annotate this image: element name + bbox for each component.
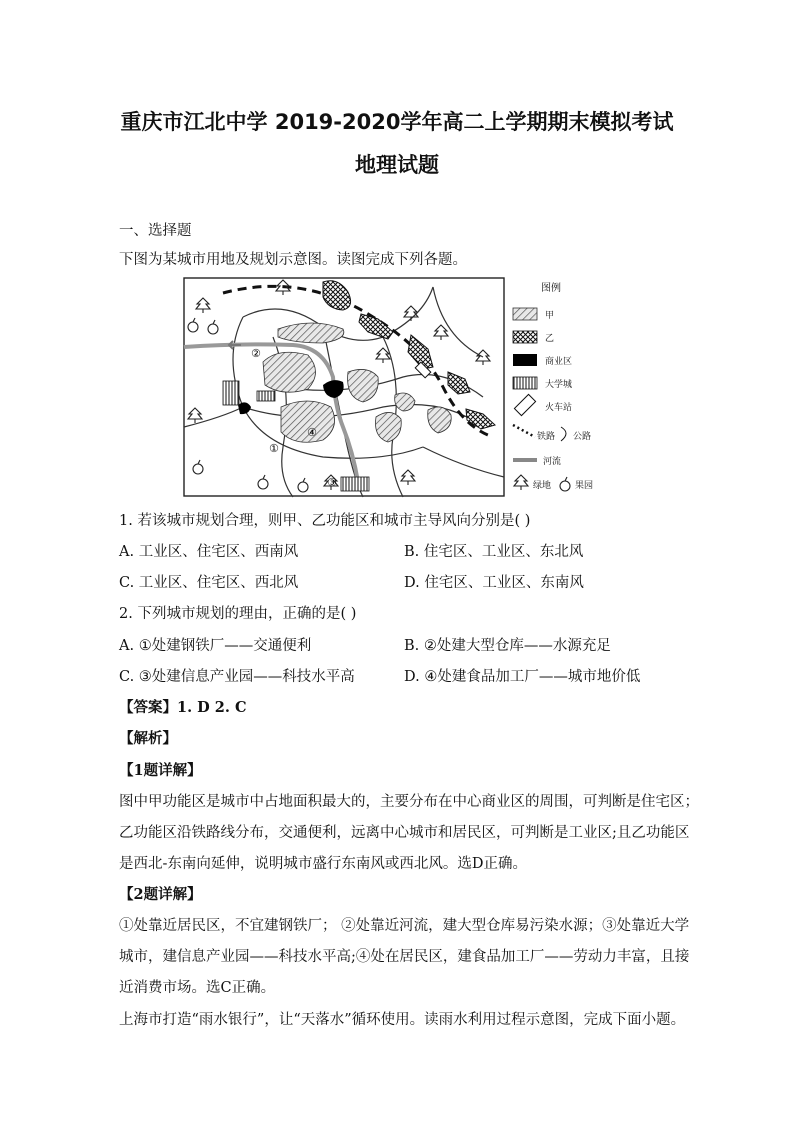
legend-river: 河流 [543,457,562,467]
detail1-line-1: 图中甲功能区是城市中占地面积最大的，主要分布在中心商业区的周围，可判断是住宅区； [119,794,699,810]
page-subtitle: 地理试题 [355,153,439,177]
legend-road: 公路 [573,432,592,442]
q2-option-d: D. ④处建食品加工厂——城市地价低 [404,669,641,685]
university-zone [223,381,239,405]
detail2-line-1: ①处靠近居民区，不宜建钢铁厂； ②处靠近河流，建大型仓库易污染水源；③处靠近大学 [119,918,690,934]
q1-option-c: C. 工业区、住宅区、西北风 [119,575,299,591]
legend-green: 绿地 [533,481,552,491]
marker-1: ① [269,442,279,455]
q2-option-a: A. ①处建钢铁厂——交通便利 [119,638,312,654]
q1-option-a: A. 工业区、住宅区、西南风 [119,544,299,560]
question-intro-2: 上海市打造“雨水银行”，让“天落水”循环使用。读雨水利用过程示意图，完成下面小题。 [119,1012,686,1028]
city-land-use-map [183,277,608,499]
detail2-line-3: 近消费市场。选C正确。 [119,980,276,996]
detail2-line-2: 城市，建信息产业园——科技水平高;④处在居民区，建食品加工厂——劳动力丰富，且接 [119,949,690,965]
marker-2: ② [251,347,261,360]
detail1-label: 【1题详解】 [119,762,202,779]
legend-station: 火车站 [545,403,573,413]
q2-option-b: B. ②处建大型仓库——水源充足 [404,638,611,654]
analysis-label: 【解析】 [119,730,177,747]
legend-title: 图例 [541,283,561,294]
marker-3: ③ [327,476,337,489]
detail1-line-3: 是西北-东南向延伸，说明城市盛行东南风或西北风。选D正确。 [119,856,528,872]
marker-4: ④ [307,426,317,439]
q1-stem: 1. 若该城市规划合理，则甲、乙功能区和城市主导风向分别是( ) [119,513,531,529]
q1-option-b: B. 住宅区、工业区、东北风 [404,544,584,560]
answer-line: 【答案】1. D 2. C [119,699,247,716]
legend-jia: 甲 [545,311,555,321]
q2-stem: 2. 下列城市规划的理由，正确的是( ) [119,606,357,622]
question-intro-1: 下图为某城市用地及规划示意图。读图完成下列各题。 [119,252,467,268]
detail1-line-2: 乙功能区沿铁路线分布，交通便利，远离中心城市和居民区，可判断是工业区;且乙功能区 [119,825,690,841]
page-title: 重庆市江北中学 2019-2020学年高二上学期期末模拟考试 [120,110,674,134]
section-heading: 一、选择题 [119,223,192,239]
q2-option-c: C. ③处建信息产业园——科技水平高 [119,669,355,685]
legend-yi: 乙 [545,334,555,344]
legend-orchard: 果园 [575,481,594,491]
legend-commercial: 商业区 [545,357,573,367]
map-legend [513,281,593,491]
detail2-label: 【2题详解】 [119,886,202,903]
legend-rail: 铁路 [537,432,556,442]
q1-option-d: D. 住宅区、工业区、东南风 [404,575,584,591]
legend-university: 大学城 [545,380,573,390]
